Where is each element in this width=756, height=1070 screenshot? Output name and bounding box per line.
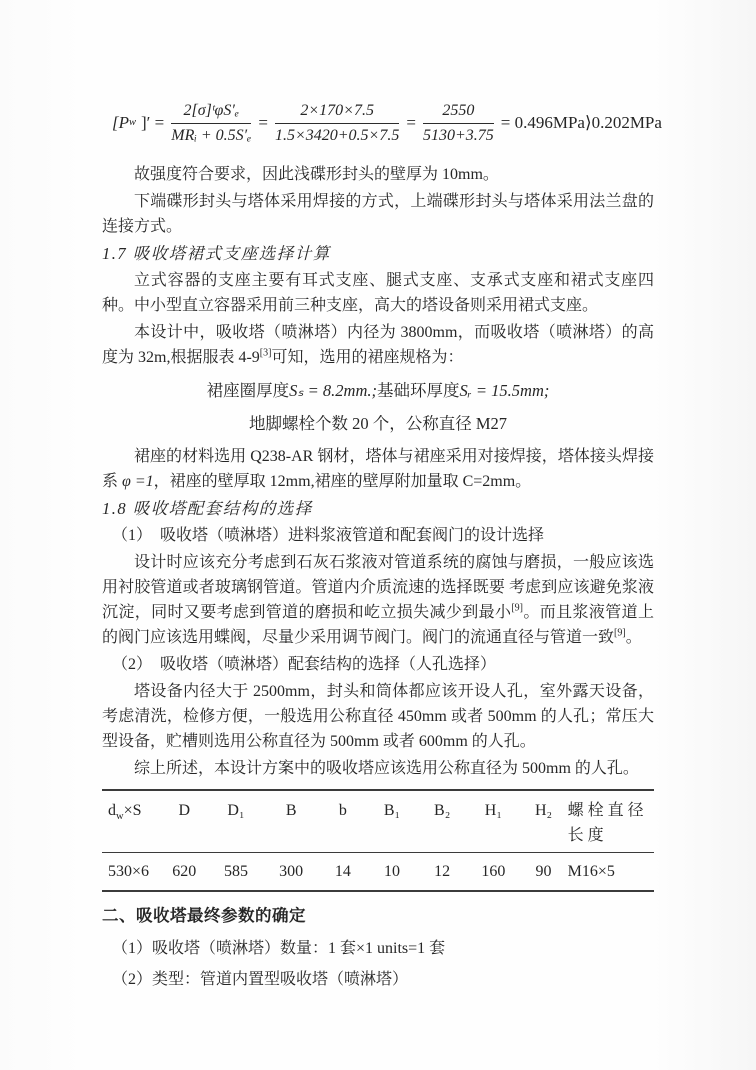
formula-fraction-result <box>423 102 494 145</box>
math-anchor-bolts: 地脚螺栓个数 20 个，公称直径 M27 <box>248 414 508 433</box>
table-cell: 14 <box>334 863 351 880</box>
table-cell: 530×6 <box>108 863 150 880</box>
skirt-material-text-end: ，裙座的壁厚取 12mm,裙座的壁厚附加量取 C=2mm。 <box>153 473 532 490</box>
formula-numerator: 2×170×7.5 <box>275 102 399 124</box>
header-rest: ×S <box>123 802 142 819</box>
table-header-cell: H₂ <box>519 790 567 853</box>
heading-1-8: 1.8 吸收塔配套结构的选择 <box>102 499 313 518</box>
table-header-cell: D <box>160 790 208 853</box>
table-cell: M16×5 <box>567 863 615 880</box>
formula-denominator: MRᵢ + 0.5S′ₑ <box>171 126 252 144</box>
table-cell: 10 <box>384 863 400 880</box>
table-cell: 12 <box>434 863 451 880</box>
skirt-material-text: 裙座的材料选用 Q238-AR 钢材，塔体与裙座采用对接焊接，塔体接头焊接系 <box>102 448 654 490</box>
reference-3-superscript: [3] <box>259 347 272 359</box>
equals-sign: = <box>258 113 268 132</box>
pipe-design-text-mid: 。而且浆液管道上的阀门应该选用蝶阀，尽量少采用调节阀门。阀门的流通直径与管道一致 <box>102 604 654 646</box>
item-final-quantity: （1）吸收塔（喷淋塔）数量：1 套×1 units=1 套 <box>112 940 446 957</box>
header-subscript: w <box>116 811 124 823</box>
base-ring-label: 基础环厚度 <box>376 381 460 400</box>
math-skirt-thickness <box>102 378 654 403</box>
item-final-type: （2）类型：管道内置型吸收塔（喷淋塔） <box>112 971 409 988</box>
base-ring-value: Sᵣ = 15.5mm; <box>459 381 550 400</box>
table-header-dw-s <box>102 790 160 853</box>
pipe-design-text: 设计时应该充分考虑到石灰石浆液对管道系统的腐蚀与磨损，一般应该选用衬胶管道或者玻璃钢管道。管道内介质流速的选择既要 考虑到应该避免浆液沉淀，同时又要考虑到管道的磨损和屹立损失减少到最小 <box>102 554 654 621</box>
skirt-thickness-label: 裙座圈厚度 <box>206 381 290 400</box>
para-support-types: 立式容器的支座主要有耳式支座、腿式支座、支承式支座和裙式支座四种。中小型直立容器采用前三种支座，高大的塔设备则采用裙式支座。 <box>102 272 654 314</box>
table-row <box>102 853 654 892</box>
reference-9-superscript: [9] <box>511 602 523 614</box>
para-design-text: 本设计中，吸收塔（喷淋塔）内径为 3800mm，而吸收塔（喷淋塔）的高度为 32m,根据服表 4-9 <box>102 324 654 366</box>
para-manhole: 塔设备内径大于 2500mm，封头和筒体都应该开设人孔，室外露天设备，考虑清洗，检修方便，一般选用公称直径 450mm 或者 500mm 的人孔；常压大型设备，贮槽则选用公称直径为 500mm 或者 600mm 的人孔。 <box>102 683 654 750</box>
table-header-cell: b <box>319 790 367 853</box>
table-header-cell: B₂ <box>417 790 467 853</box>
para-skirt-material <box>102 444 654 494</box>
para-head-welding: 下端碟形封头与塔体采用焊接的方式，上端碟形封头与塔体采用法兰盘的连接方式。 <box>102 193 654 235</box>
para-design-skirt <box>102 320 654 370</box>
table-header-row <box>102 790 654 853</box>
formula-denominator: 1.5×3420+0.5×7.5 <box>274 126 400 144</box>
para-summary: 综上所述，本设计方案中的吸收塔应该选用公称直径为 500mm 的人孔。 <box>134 760 639 777</box>
table-header-cell: H₁ <box>467 790 519 853</box>
table-header-bolt-size: 螺栓直径长度 <box>568 790 654 853</box>
item-2-manhole: （2） 吸收塔（喷淋塔）配套结构的选择（人孔选择） <box>112 656 497 673</box>
weld-coefficient: φ =1 <box>122 473 154 490</box>
formula-numerator: 2550 <box>423 102 494 124</box>
formula-denominator: 5130+3.75 <box>422 126 494 144</box>
heading-final-params: 二、吸收塔最终参数的确定 <box>102 907 306 925</box>
header-base: d <box>108 802 116 819</box>
para-strength-conclusion: 故强度符合要求，因此浅碟形封头的壁厚为 10mm。 <box>134 166 499 183</box>
para-design-text-end: 可知，选用的裙座规格为： <box>271 349 464 366</box>
reference-9-superscript: [9] <box>614 627 626 639</box>
skirt-dimensions-table <box>102 789 654 892</box>
table-header-cell: B₁ <box>367 790 417 853</box>
table-cell: 90 <box>535 863 552 880</box>
pipe-design-text-end: 。 <box>625 629 642 646</box>
formula-numerator: 2[σ]ᵗφS′ₑ <box>171 102 251 124</box>
table-cell: 300 <box>279 863 304 880</box>
formula-fraction-values <box>275 102 399 145</box>
formula-result: = 0.496MPa⟩0.202MPa <box>500 113 662 132</box>
equals-sign: = <box>406 113 416 132</box>
table-cell: 585 <box>223 863 248 880</box>
formula-lhs-open: [P <box>112 113 129 132</box>
para-pipe-design <box>102 550 654 650</box>
formula-lhs-close: ]′ = <box>141 113 165 132</box>
item-1-pipe-valve: （1） 吸收塔（喷淋塔）进料浆液管道和配套阀门的设计选择 <box>112 527 545 544</box>
table-cell: 620 <box>172 863 197 880</box>
formula-fraction-symbolic <box>171 102 251 145</box>
formula-allowable-pressure: [P w ]′ = $\frac{\text{2[σ]ᵗφS′ₑ}}{\text{MRᵢ + 0.5S′ₑ}}$ = $\frac{2\times 170\times 7.5}{1.5\times 3420+0.5\times 7.5}$ = $\frac{2550}{5130+3.75}$ = 0.496MPa⟩0.202MPa <box>112 101 662 144</box>
heading-1-7: 1.7 吸收塔裙式支座选择计算 <box>102 244 331 263</box>
skirt-thickness-value: Sₛ = 8.2mm.; <box>289 381 377 400</box>
table-header-cell: B <box>264 790 319 853</box>
table-header-cell: D₁ <box>208 790 263 853</box>
table-cell: 160 <box>481 863 506 880</box>
